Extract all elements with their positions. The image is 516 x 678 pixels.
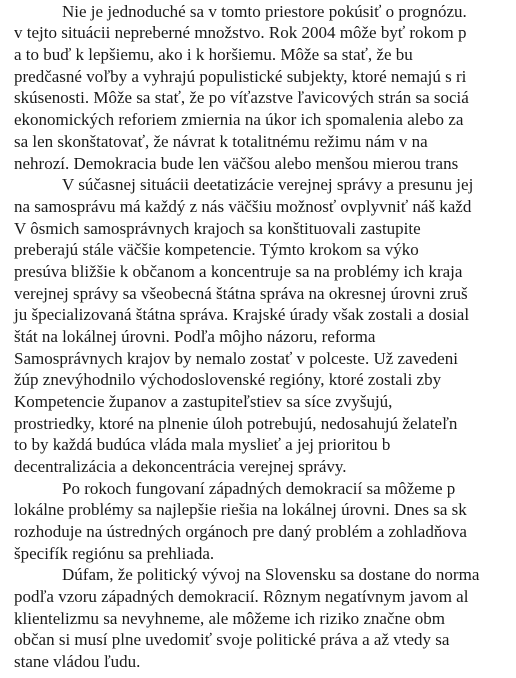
text-line: Nie je jednoduché sa v tomto priestore pokúsiť o prognózu. [62, 2, 467, 21]
text-line: V súčasnej situácii deetatizácie verejnej správy a presunu jej [62, 175, 474, 194]
text-line: štát na lokálnej úrovni. Podľa môjho názoru, reforma [14, 327, 376, 346]
text-line: občan si musí plne uvedomiť svoje politické práva a až vtedy sa [14, 630, 450, 649]
text-line: klientelizmu sa nevyhneme, ale môžeme ich riziko značne obm [14, 609, 445, 628]
text-line: a to buď k lepšiemu, ako i k horšiemu. Môže sa stať, že bu [14, 45, 413, 64]
text-line: ekonomických reforiem zmiernia na úkor ich spomalenia alebo za [14, 110, 464, 129]
text-line: stane vládou ľudu. [14, 652, 141, 671]
text-line: decentralizácia a dekoncentrácia verejnej správy. [14, 457, 347, 476]
text-line: prostriedky, ktoré na plnenie úloh potrebujú, nedosahujú želateľn [14, 414, 458, 433]
text-line: rozhoduje na ústredných orgánoch pre daný problém a zohladňova [14, 522, 467, 541]
text-line: predčasné voľby a vyhrajú populistické subjekty, ktoré nemajú s ri [14, 67, 467, 86]
text-line: Dúfam, že politický vývoj na Slovensku sa dostane do norma [62, 565, 480, 584]
text-line: presúva bližšie k občanom a koncentruje sa na problémy ich kraja [14, 262, 463, 281]
text-line: podľa vzoru západných demokracií. Rôznym negatívnym javom al [14, 587, 469, 606]
text-line: lokálne problémy sa najlepšie riešia na lokálnej úrovni. Dnes sa sk [14, 500, 467, 519]
text-line: Samosprávnych krajov by nemalo zostať v polceste. Už zavedeni [14, 349, 458, 368]
text-line: na samosprávu má každý z nás väčšiu možnosť ovplyvniť náš každ [14, 197, 472, 216]
text-line: preberajú stále väčšie kompetencie. Týmto krokom sa výko [14, 240, 419, 259]
text-line: Kompetencie županov a zastupiteľstiev sa síce zvyšujú, [14, 392, 393, 411]
text-line: Po rokoch fungovaní západných demokracií sa môžeme p [62, 479, 456, 498]
text-line: to by každá budúca vláda mala myslieť a jej prioritou b [14, 435, 391, 454]
text-line: ju špecializovaná štátna správa. Krajské úrady však zostali a dosial [14, 305, 470, 324]
text-line: V ôsmich samosprávnych krajoch sa konštituovali zastupite [14, 219, 421, 238]
text-line: žúp znevýhodnilo východoslovenské regióny, ktoré zostali zby [14, 370, 442, 389]
text-line: verejnej správy sa všeobecná štátna správa na okresnej úrovni zruš [14, 284, 468, 303]
text-line: nehrozí. Demokracia bude len väčšou alebo menšou mierou trans [14, 154, 459, 173]
text-line: skúsenosti. Môže sa stať, že po víťazstve ľavicových strán sa sociá [14, 88, 469, 107]
text-line: v tejto situácii nepreberné množstvo. Rok 2004 môže byť rokom p [14, 23, 467, 42]
text-line: špecifík regiónu sa prehliada. [14, 544, 215, 563]
text-line: sa len skonštatovať, že návrat k totalitnému režimu nám v na [14, 132, 428, 151]
